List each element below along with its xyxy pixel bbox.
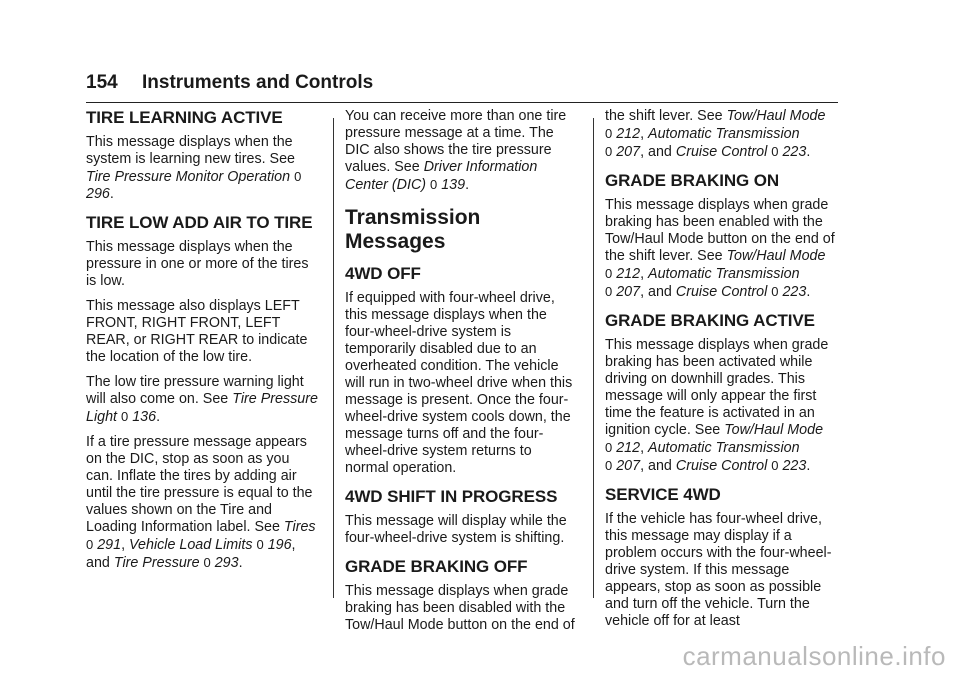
paragraph: This message displays when grade braking has been enabled with the Tow/Haul Mode button on the end of the shift lever. See Tow/Haul Mode 0 212, Automatic Transmission 0 207, and Cruise Control 0 223. xyxy=(605,197,835,300)
paragraph: You can receive more than one tire pressure message at a time. The DIC also shows the tire pressure values. See Driver Information Center (DIC) 0 139. xyxy=(345,108,567,193)
paragraph: The low tire pressure warning light will also come on. See Tire Pressure Light 0 136. xyxy=(86,374,318,425)
cross-reference-link[interactable]: Tire Pressure Monitor Operation xyxy=(86,169,291,185)
text: the shift lever. See xyxy=(605,108,723,124)
cross-reference-link[interactable]: Tow/Haul Mode xyxy=(726,248,826,264)
page-reference[interactable]: 139 xyxy=(441,177,466,193)
paragraph: If the vehicle has four-wheel drive, this message may display if a problem occurs with the four-wheel-drive system. If this message appears, stop as soon as possible and turn off the vehicle. Turn the vehicle off for at least xyxy=(605,511,832,629)
cross-reference-link[interactable]: Cruise Control xyxy=(675,284,768,300)
page-ref-icon: 0 xyxy=(605,284,613,299)
page-ref-icon: 0 xyxy=(203,555,211,570)
cross-reference-link[interactable]: Driver Information Center (DIC) xyxy=(345,159,538,193)
paragraph: If a tire pressure message appears on the DIC, stop as soon as you can. Inflate the tires by adding air until the tire pressure is equal to the values shown on the Tire and Loading Information label. See Tires 0 291, Vehicle Load Limits 0 196, and Tire Pressure 0 293. xyxy=(86,434,316,571)
page-reference[interactable]: 212 xyxy=(616,440,641,456)
paragraph: This message displays when grade braking has been disabled with the Tow/Haul Mode button on the end of xyxy=(345,583,575,633)
heading-service-4wd: SERVICE 4WD xyxy=(605,485,721,504)
section-title: Instruments and Controls xyxy=(142,72,374,93)
cross-reference-link[interactable]: Cruise Control xyxy=(675,144,768,160)
column-2 xyxy=(345,108,577,642)
page-ref-icon: 0 xyxy=(430,177,438,192)
text: This message displays when the system is learning new tires. See xyxy=(86,134,295,167)
paragraph: This message will display while the four-wheel-drive system is shifting. xyxy=(345,513,567,546)
page-reference[interactable]: 291 xyxy=(97,537,122,553)
cross-reference-link[interactable]: Automatic Transmission xyxy=(648,266,800,282)
page-ref-icon: 0 xyxy=(256,537,264,552)
cross-reference-link[interactable]: Tire Pressure xyxy=(113,555,200,571)
cross-reference-link[interactable]: Tire Pressure Light xyxy=(86,391,318,425)
page-ref-icon: 0 xyxy=(771,144,779,159)
heading-transmission-messages: Transmission Messages xyxy=(345,206,481,253)
cross-reference-link[interactable]: Tires xyxy=(283,519,316,535)
paragraph: the shift lever. See Tow/Haul Mode 0 212, Automatic Transmission 0 207, and Cruise Control 0 223. xyxy=(605,108,826,160)
page-ref-icon: 0 xyxy=(121,409,129,424)
page-reference[interactable]: 207 xyxy=(616,284,641,300)
column-3 xyxy=(605,108,837,638)
page-reference[interactable]: 196 xyxy=(267,537,292,553)
page-reference[interactable]: 293 xyxy=(214,555,239,571)
text: The low tire pressure warning light will also come on. See xyxy=(86,374,304,407)
page-number: 154 xyxy=(86,72,118,93)
text: You can receive more than one tire pressure message at a time. The DIC also shows the tire pressure values. See xyxy=(345,108,567,175)
page-reference[interactable]: 136 xyxy=(132,409,157,425)
heading-tire-low-add-air: TIRE LOW ADD AIR TO TIRE xyxy=(86,213,313,232)
paragraph: This message displays when the pressure in one or more of the tires is low. xyxy=(86,239,309,289)
paragraph: If equipped with four-wheel drive, this message displays when the four-wheel-drive system is temporarily disabled due to an overheated condition. The vehicle will run in two-wheel drive when this message is present. Once the four-wheel-drive system cools down, the message turns off and the four-wheel-drive system returns to normal operation. xyxy=(345,290,573,476)
paragraph: This message displays when the system is learning new tires. See Tire Pressure Monitor Operation 0 296. xyxy=(86,134,302,202)
page-reference[interactable]: 212 xyxy=(616,126,641,142)
paragraph: This message also displays LEFT FRONT, RIGHT FRONT, LEFT REAR, or RIGHT REAR to indicate the location of the low tire. xyxy=(86,298,308,365)
heading-grade-braking-on: GRADE BRAKING ON xyxy=(605,171,780,190)
cross-reference-link[interactable]: Cruise Control xyxy=(675,458,768,474)
text: If a tire pressure message appears on the DIC, stop as soon as you can. Inflate the tires by adding air until the tire pressure is equal to the values shown on the Tire and Loading Information label. See xyxy=(86,434,313,535)
page-header xyxy=(86,66,838,103)
text: This message displays when grade braking has been enabled with the Tow/Haul Mode button on the end of the shift lever. See xyxy=(605,197,835,264)
page-ref-icon: 0 xyxy=(605,266,613,281)
page-ref-icon: 0 xyxy=(605,440,613,455)
column-1 xyxy=(86,108,318,580)
heading-tire-learning-active: TIRE LEARNING ACTIVE xyxy=(86,108,283,127)
page-ref-icon: 0 xyxy=(605,126,613,141)
page-ref-icon: 0 xyxy=(771,458,779,473)
watermark: carmanualsonline.info xyxy=(682,641,946,671)
text: and xyxy=(648,284,672,300)
page-ref-icon: 0 xyxy=(605,144,613,159)
text: and xyxy=(648,144,672,160)
page-reference[interactable]: 212 xyxy=(616,266,641,282)
column-divider xyxy=(333,118,334,598)
page-ref-icon: 0 xyxy=(771,284,779,299)
page-reference[interactable]: 223 xyxy=(782,458,807,474)
page-reference[interactable]: 223 xyxy=(782,144,807,160)
paragraph: This message displays when grade braking has been activated while driving on downhill grades. This message will only appear the first time the feature is activated in an ignition cycle. See Tow/Haul Mode 0 212, Automatic Transmission 0 207, and Cruise Control 0 223. xyxy=(605,337,829,474)
page-reference[interactable]: 296 xyxy=(86,186,110,202)
page-ref-icon: 0 xyxy=(86,537,94,552)
cross-reference-link[interactable]: Automatic Transmission xyxy=(648,126,800,142)
page-reference[interactable]: 207 xyxy=(616,144,641,160)
page-reference[interactable]: 223 xyxy=(782,284,807,300)
text: and xyxy=(648,458,672,474)
cross-reference-link[interactable]: Automatic Transmission xyxy=(648,440,800,456)
text: This message displays when grade braking has been activated while driving on downhill grades. This message will only appear the first time the feature is activated in an ignition cycle. See xyxy=(605,337,829,438)
heading-4wd-shift-in-progress: 4WD SHIFT IN PROGRESS xyxy=(345,487,558,506)
heading-4wd-off: 4WD OFF xyxy=(345,264,421,283)
cross-reference-link[interactable]: Tow/Haul Mode xyxy=(724,422,824,438)
page-ref-icon: 0 xyxy=(605,458,613,473)
cross-reference-link[interactable]: Vehicle Load Limits xyxy=(129,537,253,553)
page-reference[interactable]: 207 xyxy=(616,458,641,474)
page-ref-icon: 0 xyxy=(294,169,302,184)
text: and xyxy=(86,555,110,571)
heading-grade-braking-off: GRADE BRAKING OFF xyxy=(345,557,528,576)
heading-grade-braking-active: GRADE BRAKING ACTIVE xyxy=(605,311,815,330)
cross-reference-link[interactable]: Tow/Haul Mode xyxy=(726,108,826,124)
column-divider xyxy=(593,118,594,598)
